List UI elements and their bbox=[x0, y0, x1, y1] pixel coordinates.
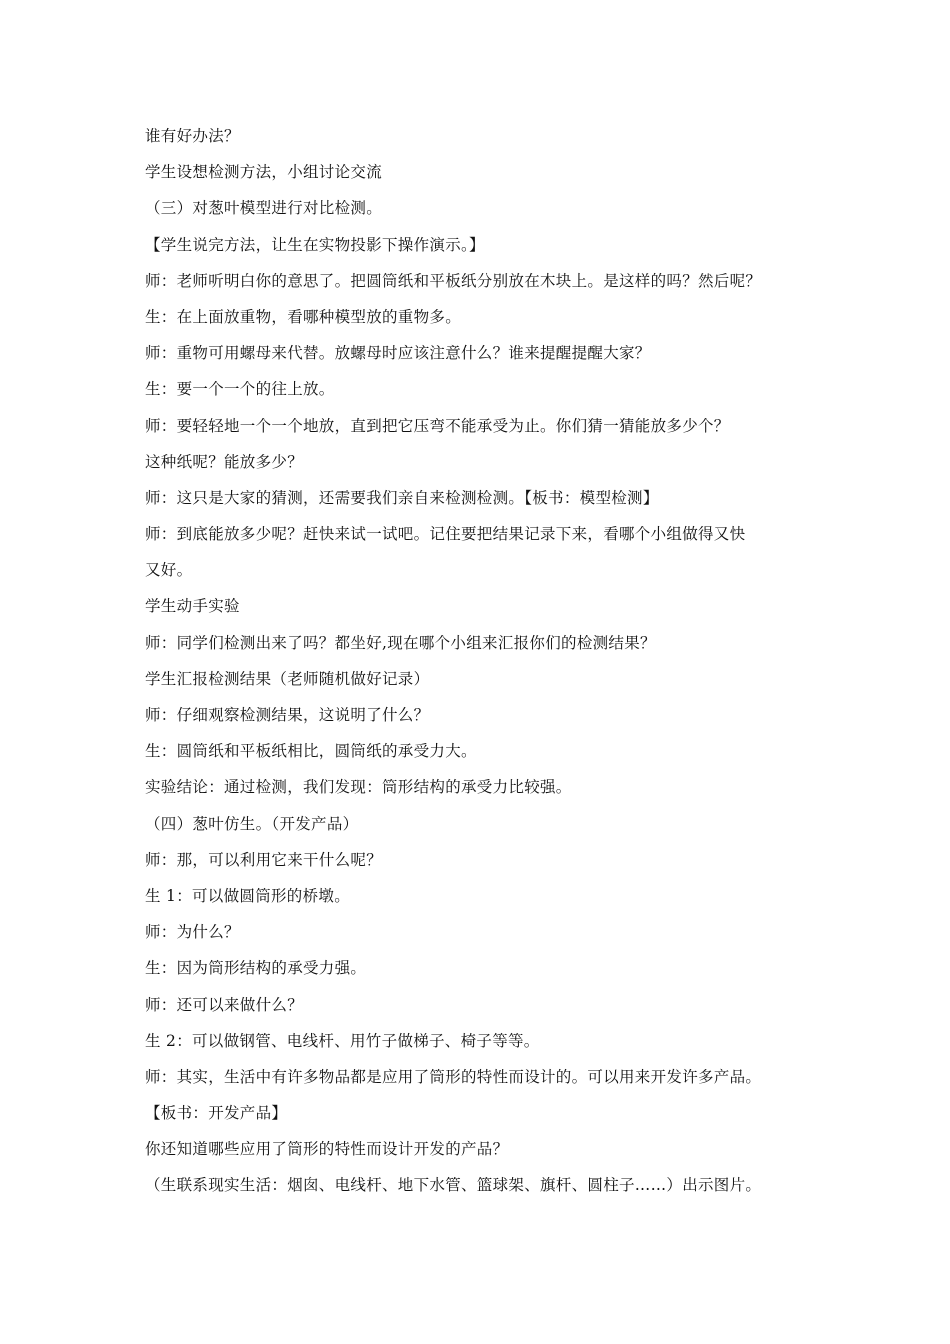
text-line: 师：为什么？ bbox=[145, 923, 240, 942]
text-line: 生：圆筒纸和平板纸相比，圆筒纸的承受力大。 bbox=[145, 742, 477, 761]
document-body bbox=[145, 124, 810, 1210]
text-line: 生：在上面放重物，看哪种模型放的重物多。 bbox=[145, 307, 462, 326]
text-line: 师：重物可用螺母来代替。放螺母时应该注意什么？谁来提醒提醒大家？ bbox=[145, 344, 651, 363]
text-line: 生：要一个一个的往上放。 bbox=[145, 380, 335, 399]
text-line: 师：这只是大家的猜测，还需要我们亲自来检测检测。【板书：模型检测】 bbox=[145, 488, 659, 507]
text-line: 师：还可以来做什么？ bbox=[145, 995, 304, 1014]
text-line: 你还知道哪些应用了筒形的特性而设计开发的产品？ bbox=[145, 1140, 509, 1159]
text-line: 学生动手实验 bbox=[145, 597, 240, 616]
text-line: 师：到底能放多少呢？赶快来试一试吧。记住要把结果记录下来，看哪个小组做得又快 bbox=[145, 525, 746, 544]
text-line: 学生汇报检测结果（老师随机做好记录） bbox=[145, 669, 430, 688]
text-line: 这种纸呢？能放多少？ bbox=[145, 452, 304, 471]
section-heading: （三）对葱叶模型进行对比检测。 bbox=[145, 199, 383, 218]
text-line: 【板书：开发产品】 bbox=[145, 1104, 288, 1123]
text-line: 师：要轻轻地一个一个地放，直到把它压弯不能承受为止。你们猜一猜能放多少个？ bbox=[145, 416, 730, 435]
text-line: （生联系现实生活：烟囱、电线杆、地下水管、篮球架、旗杆、圆柱子……）出示图片。 bbox=[145, 1176, 762, 1195]
text-line: 生：因为筒形结构的承受力强。 bbox=[145, 959, 367, 978]
text-line: 生 1：可以做圆筒形的桥墩。 bbox=[145, 886, 350, 905]
text-line: 实验结论：通过检测，我们发现：筒形结构的承受力比较强。 bbox=[145, 778, 572, 797]
text-line: 师：仔细观察检测结果，这说明了什么？ bbox=[145, 706, 430, 724]
text-line: 师：那，可以利用它来干什么呢？ bbox=[145, 850, 383, 869]
section-heading: （四）葱叶仿生。（开发产品） bbox=[145, 814, 359, 833]
text-line: 学生设想检测方法，小组讨论交流 bbox=[145, 163, 383, 182]
text-line: 师：老师听明白你的意思了。把圆筒纸和平板纸分别放在木块上。是这样的吗？然后呢？ bbox=[145, 271, 762, 290]
text-line: 师：其实，生活中有许多物品都是应用了筒形的特性而设计的。可以用来开发许多产品。 bbox=[145, 1067, 762, 1086]
text-line: 谁有好办法？ bbox=[145, 127, 240, 145]
text-line: 生 2：可以做钢管、电线杆、用竹子做梯子、椅子等等。 bbox=[145, 1031, 540, 1050]
text-line: 师：同学们检测出来了吗？都坐好,现在哪个小组来汇报你们的检测结果？ bbox=[145, 633, 656, 652]
text-line: 【学生说完方法，让生在实物投影下操作演示。】 bbox=[145, 235, 485, 254]
text-line: 又好。 bbox=[145, 561, 193, 580]
